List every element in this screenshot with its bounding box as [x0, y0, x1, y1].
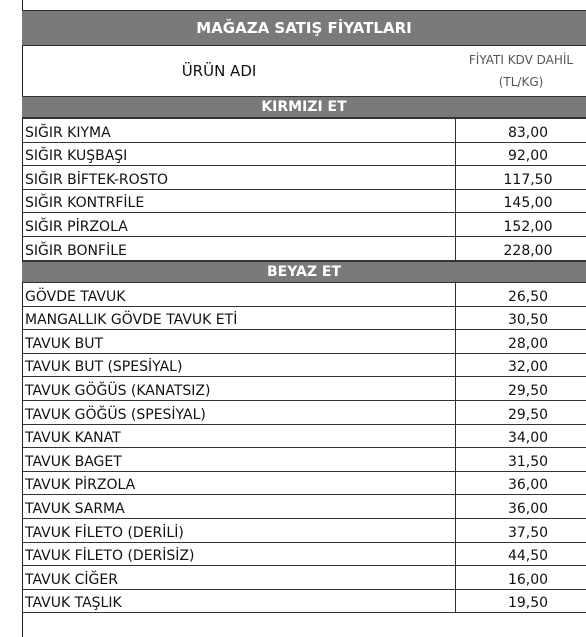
white-meat-list	[22, 283, 586, 613]
product-price: 16,00	[507, 571, 549, 588]
table-row	[22, 330, 586, 354]
section-header-red-meat: KIRMIZI ET	[22, 96, 586, 118]
product-name: TAVUK TAŞLIK	[22, 590, 456, 613]
table-row	[22, 143, 586, 167]
product-name: TAVUK FİLETO (DERİLİ)	[22, 519, 456, 542]
product-name: TAVUK PİRZOLA	[22, 472, 456, 495]
product-name: SIĞIR BİFTEK-ROSTO	[22, 166, 456, 189]
product-name: TAVUK FİLETO (DERİSİZ)	[22, 543, 456, 566]
product-name: TAVUK BUT	[22, 330, 456, 353]
table-row	[22, 472, 586, 496]
product-price: 152,00	[503, 218, 553, 235]
red-meat-list	[22, 118, 586, 261]
table-row	[22, 566, 586, 590]
product-name: TAVUK SARMA	[22, 495, 456, 518]
product-price: 34,00	[507, 430, 549, 447]
table-row	[22, 354, 586, 378]
product-price: 29,50	[507, 406, 549, 423]
product-name: SIĞIR PİRZOLA	[22, 213, 456, 236]
table-row	[22, 543, 586, 567]
product-price: 117,50	[503, 171, 553, 188]
product-name: SIĞIR KIYMA	[22, 119, 456, 142]
table-row	[22, 519, 586, 543]
product-price: 36,00	[507, 500, 549, 517]
product-name: MANGALLIK GÖVDE TAVUK ETİ	[22, 307, 456, 330]
table-row	[22, 401, 586, 425]
product-name: TAVUK GÖĞÜS (KANATSIZ)	[22, 377, 456, 400]
page-title: MAĞAZA SATIŞ FİYATLARI	[22, 10, 586, 46]
price-column-header	[456, 46, 586, 96]
product-price: 92,00	[507, 148, 549, 165]
product-column-header: ÜRÜN ADI	[181, 62, 257, 80]
table-row	[22, 377, 586, 401]
product-name: TAVUK KANAT	[22, 425, 456, 448]
price-header-line2: (TL/KG)	[498, 75, 544, 89]
product-name: SIĞIR KUŞBAŞI	[22, 143, 456, 166]
table-row	[22, 283, 586, 307]
table-row	[22, 590, 586, 614]
product-price: 37,50	[507, 524, 549, 541]
product-price: 83,00	[507, 124, 549, 141]
table-row	[22, 425, 586, 449]
product-price: 228,00	[503, 242, 553, 259]
product-price: 36,00	[507, 477, 549, 494]
product-name: TAVUK BUT (SPESİYAL)	[22, 354, 456, 377]
product-price: 28,00	[507, 335, 549, 352]
product-price: 31,50	[507, 453, 549, 470]
table-row	[22, 166, 586, 190]
table-row	[22, 307, 586, 331]
product-name: SIĞIR BONFİLE	[22, 237, 456, 260]
product-name: TAVUK GÖĞÜS (SPESİYAL)	[22, 401, 456, 424]
section-header-white-meat: BEYAZ ET	[22, 261, 586, 283]
product-price: 32,00	[507, 359, 549, 376]
table-row	[22, 237, 586, 261]
product-name: GÖVDE TAVUK	[22, 283, 456, 306]
product-name: TAVUK CİĞER	[22, 566, 456, 589]
product-price: 145,00	[503, 195, 553, 212]
product-price: 26,50	[507, 288, 549, 305]
table-row	[22, 495, 586, 519]
table-header	[22, 46, 586, 96]
table-row	[22, 448, 586, 472]
price-header-line1: FİYATI KDV DAHİL	[468, 53, 574, 67]
product-price: 30,50	[507, 312, 549, 329]
product-name: SIĞIR KONTRFİLE	[22, 190, 456, 213]
product-price: 29,50	[507, 382, 549, 399]
product-price: 44,50	[507, 548, 549, 565]
product-name: TAVUK BAGET	[22, 448, 456, 471]
table-row	[22, 119, 586, 143]
product-price: 19,50	[507, 595, 549, 612]
table-row	[22, 190, 586, 214]
table-row	[22, 213, 586, 237]
